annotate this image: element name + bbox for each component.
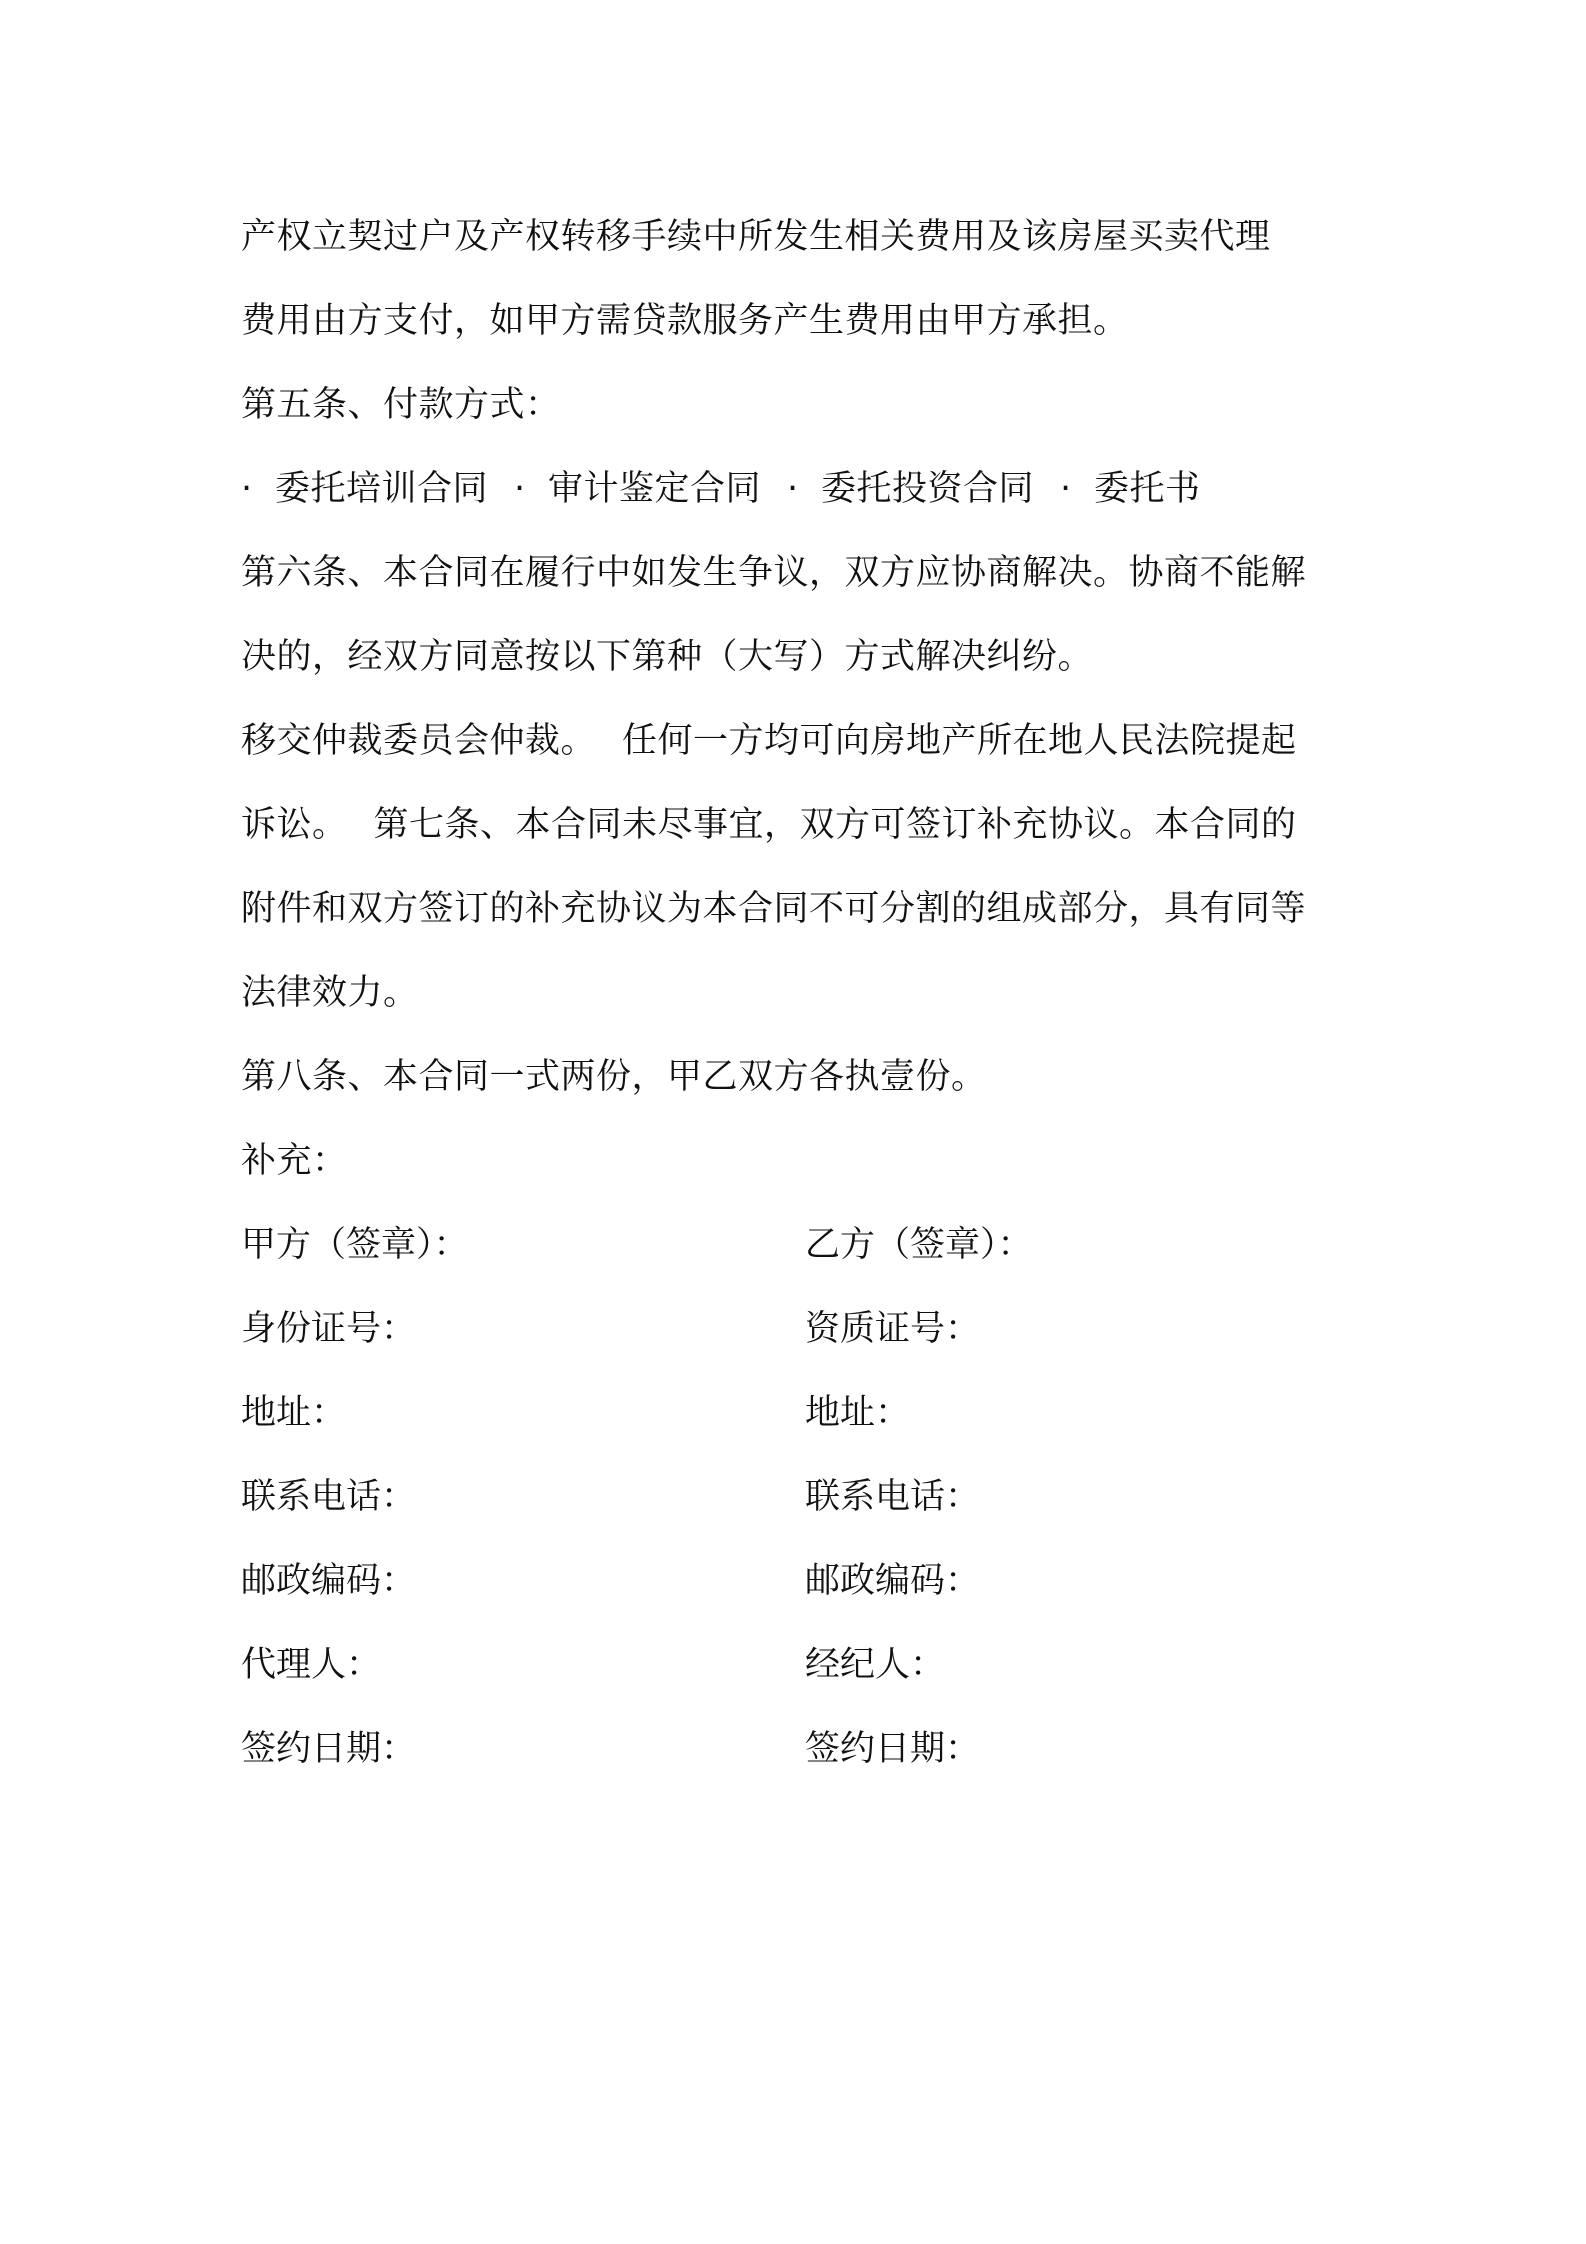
signature-row <box>241 1371 1361 1455</box>
paragraph-line: 费用由方支付，如甲方需贷款服务产生费用由甲方承担。 <box>241 301 1129 341</box>
related-link[interactable]: 委托书 <box>1094 469 1201 509</box>
article-6-line: 决的，经双方同意按以下第种（大写）方式解决纠纷。 <box>241 637 1094 677</box>
litigation-option: 任何一方均可向房地产所在地人民法院提起 <box>622 721 1297 761</box>
party-a-address-field: 地址： <box>241 1393 347 1433</box>
party-a-phone-field: 联系电话： <box>241 1477 417 1517</box>
party-a-signing-date-field: 签约日期： <box>241 1729 417 1769</box>
related-link-item[interactable] <box>241 447 488 531</box>
related-link[interactable]: 委托投资合同 <box>821 469 1035 509</box>
signature-row <box>241 1623 1361 1707</box>
party-b-qualification-number-field: 资质证号： <box>805 1309 981 1349</box>
party-b-postcode-field: 邮政编码： <box>805 1561 981 1601</box>
related-link[interactable]: 委托培训合同 <box>275 469 489 509</box>
bullet: · <box>787 469 799 509</box>
article-6-line: 第六条、本合同在履行中如发生争议，双方应协商解决。协商不能解 <box>241 553 1307 593</box>
related-link-item[interactable] <box>514 447 761 531</box>
party-b-signature-field: 乙方（签章）： <box>805 1225 1033 1265</box>
contract-body <box>241 195 1361 1791</box>
supplement-label: 补充： <box>241 1141 348 1181</box>
paragraph-line: 附件和双方签订的补充协议为本合同不可分割的组成部分，具有同等 <box>241 889 1307 929</box>
litigation-option-end: 诉讼。 <box>241 805 348 845</box>
bullet: · <box>1060 469 1072 509</box>
signature-row <box>241 1707 1361 1791</box>
related-link-item[interactable] <box>1060 447 1201 531</box>
paragraph-line: 法律效力。 <box>241 973 419 1013</box>
signature-row <box>241 1455 1361 1539</box>
signature-row <box>241 1287 1361 1371</box>
party-b-broker-field: 经纪人： <box>805 1645 946 1685</box>
signature-row <box>241 1539 1361 1623</box>
party-b-address-field: 地址： <box>805 1393 911 1433</box>
arbitration-option: 移交仲裁委员会仲裁。 <box>241 721 597 761</box>
party-a-agent-field: 代理人： <box>241 1645 382 1685</box>
bullet: · <box>241 469 253 509</box>
party-a-postcode-field: 邮政编码： <box>241 1561 417 1601</box>
article-7-start: 第七条、本合同未尽事宜，双方可签订补充协议。本合同的 <box>373 805 1297 845</box>
related-link-item[interactable] <box>787 447 1034 531</box>
party-a-id-number-field: 身份证号： <box>241 1309 417 1349</box>
related-link[interactable]: 审计鉴定合同 <box>548 469 762 509</box>
paragraph-line: 产权立契过户及产权转移手续中所发生相关费用及该房屋买卖代理 <box>241 217 1271 257</box>
related-links <box>241 447 1361 531</box>
article-8: 第八条、本合同一式两份，甲乙双方各执壹份。 <box>241 1057 987 1097</box>
party-a-signature-field: 甲方（签章）： <box>241 1225 469 1265</box>
party-b-signing-date-field: 签约日期： <box>805 1729 981 1769</box>
article-5-heading: 第五条、付款方式： <box>241 385 561 425</box>
bullet: · <box>514 469 526 509</box>
party-b-phone-field: 联系电话： <box>805 1477 981 1517</box>
signature-row <box>241 1203 1361 1287</box>
paragraph-line <box>241 699 1361 783</box>
paragraph-line <box>241 783 1361 867</box>
